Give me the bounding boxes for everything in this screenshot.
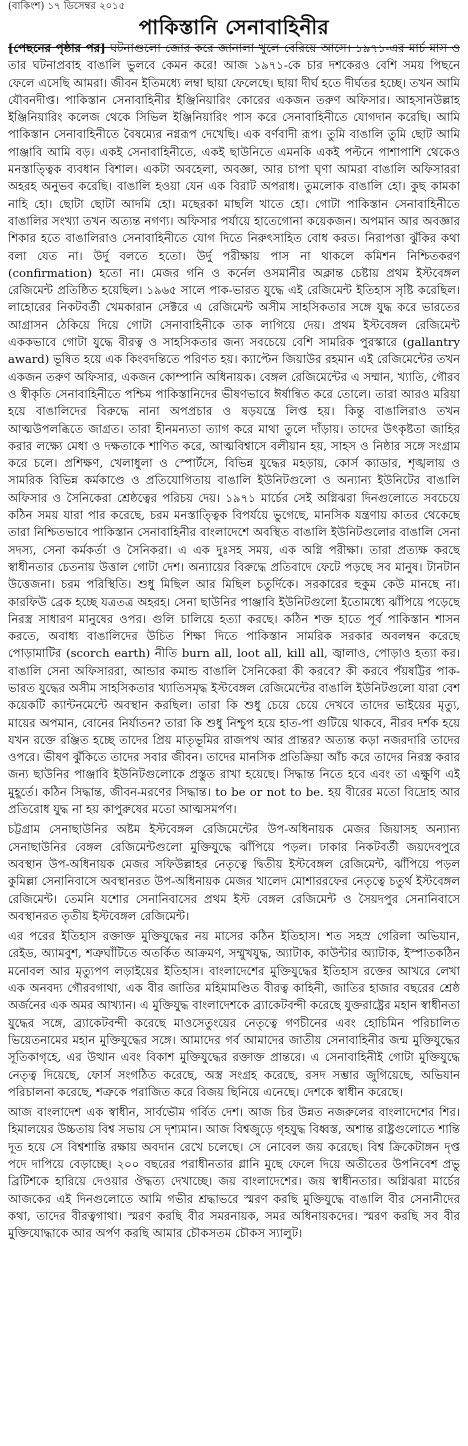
article-paragraph-2: চট্টগ্রাম সেনাছাউনির অষ্টম ইস্টবেঙ্গল রেজিমেন্টের উপ-অধিনায়ক মেজর জিয়াসহ অন্যান্য সেনাছাউনির বেঙ্গল রেজিমেন্টগুলো মুক্তিযুদ্ধে ঝাঁপিয়ে পড়ল। ঢাকার নিকটবর্তী জয়দেবপুরে অবস্থান উপ-অধিনায়ক মেজর সফিউল্লাহর নেতৃত্বে দ্বিতীয় ইস্টবেঙ্গল রেজিমেন্ট, ঝাঁপিয়ে পড়ল কুমিল্লা সেনানিবাসে অবস্থানরত উপ-অধিনায়ক মেজর খালেদ মোশাররফের নেতৃত্বে চতুর্থ ইস্টবেঙ্গল রেজিমেন্ট। তেমনি যশোর সেনানিবাসের প্রথম ইস্ট বেঙ্গল রেজিমেন্ট ও সৈয়দপুর সেনানিবাসে অবস্থানরত তৃতীয় ইস্টবেঙ্গল রেজিমেন্ট। (8, 822, 460, 923)
header-strip: (বাকিংশ) ১৭ ডিসেম্বর ২০১৫ (8, 1, 126, 12)
headline: পাকিস্তানি সেনাবাহিনীর (138, 15, 330, 39)
article-paragraph-1 (8, 40, 460, 818)
article-body (8, 40, 460, 1440)
paragraph-text: ঘটনাগুলো জোর করে জানালা খুলে বেরিয়ে আসে। ১৯৭১-এর মার্চ মাস ও তার ঘটনাপ্রবাহ বাঙালি ভুলবে কেমন করে! আজ ১৯৭১-কে চার দশকেরও বেশি সময় পিছনে ফেলে এসেছি আমরা। জীবন ইতিমধ্যে লম্বা ছায়া ফেলেছে। ছায়া দীর্ঘ হতে দীর্ঘতর হচ্ছে। তখন আমি যৌবনদীপ্ত। পাকিস্তান সেনাবাহিনীর ইঞ্জিনিয়ারিং কোরের একজন তরুণ অফিসার। আহসানউল্লাহ ইঞ্জিনিয়ারিং কলেজ থেকে সিভিল ইঞ্জিনিয়ারিং পাস করে সেনাবাহিনীতে যোগদান করেছি। আমি পাকিস্তান সেনাবাহিনীতে বৈষম্যের নগ্নরূপ দেখেছি। এক বর্ণবাদী রূপ। তুমি বাঙালি তুমি ছোট আমি পাঞ্জাবি আমি বড়। একই সেনাবাহিনীতে, একই ছাউনিতে এমনকি একই পল্টনে পাশাপাশি থেকেও মনস্তাত্ত্বিক ব্যবধান বিশাল। একটা অবহেলা, অবজ্ঞা, আর চাপা ঘৃণা আমরা বাঙালি অফিসাররা অহরহ অনুভব করেছি। বাঙালি হওয়া যেন এক বিরাট অপরাধ। তুমলোক বাঙালি হো। কুছ কামকা নাহি হো। ছোটা ছোটা আদমি হো। মছেরকা মাছলি খাতে হো। গোটা পাকিস্তান সেনাবাহিনীতে বাঙালির সংখ্যা তখন অত্যন্ত নগণ্য। অফিসার পর্যায়ে হাতেগোনা কয়েকজন। অপমান আর অবজ্ঞার শিকার হতে বাঙালিরাও সেনাবাহিনীতে যোগ দিতে নিরুৎসাহিত বোধ করত। নিরাপত্তা ঝুঁকির কথা বলা যেত না। উর্দু বলতে হতো। উর্দু পরীক্ষায় পাস না থাকলে কমিশন নিশ্চিতকরণ (confirmation) হতো না। মেজর গনি ও কর্নেল ওসমানীর অক্লান্ত চেষ্টায় প্রথম ইস্টবেঙ্গল রেজিমেন্ট প্রতিষ্ঠিত হয়েছিল। ১৯৬৫ সালে পাক-ভারত যুদ্ধে এই রেজিমেন্ট ইতিহাস সৃষ্টি করেছিল। লাহোরের নিকটবর্তী খেমকারান সেক্টরে এ রেজিমেন্ট অসীম সাহসিকতার সঙ্গে যুদ্ধ করে ভারতের আগ্রাসন ঠেকিয়ে দিয়ে গোটা সেনাবাহিনীকে তাক লাগিয়ে দেয়। প্রথম ইস্টবেঙ্গল রেজিমেন্ট এককভাবে গোটা যুদ্ধে বীরত্ব ও সাহসিকতার জন্য সবচেয়ে বেশি সামরিক পুরস্কারে (gallantry award) ভূষিত হয়ে এক কিংবদন্তিতে পরিণত হয়। ক্যাপ্টেন জিয়াউর রহমান এই রেজিমেন্টের তখন একজন তরুণ অফিসার, একজন কোম্পানি অধিনায়ক। বেঙ্গল রেজিমেন্টের এ সম্মান, খ্যাতি, গৌরব ও স্বীকৃতি সেনাবাহিনীতে পশ্চিম পাকিস্তানিদের ভীষণভাবে ঈর্ষান্বিত করে তোলে। তারা আরও মরিয়া হয়ে বাঙালিদের বিরুদ্ধে নানা অপপ্রচার ও ষড়যন্ত্রে লিপ্ত হয়। কিন্তু বাঙালিরাও তখন আত্মউপলব্ধিতে জাগ্রত। তারা হীনমন্যতা ত্যাগ করে মাথা তুলে দাঁড়ায়। তাদের উৎকৃষ্টতা জাহির করার লক্ষ্যে মেধা ও দক্ষতাকে শাণিত করে, আত্মবিশ্বাসে বলীয়ান হয়, সাহস ও নিষ্ঠার সঙ্গে সংগ্রাম করে চলে। প্রশিক্ষণ, খেলাধুলা ও স্পোর্টসে, বিভিন্ন যুদ্ধের মহড়ায়, কোর্স ক্যাডার, শৃঙ্খলায় ও সামরিক বিভিন্ন কর্মকাণ্ডে ও প্রতিযোগিতায় বাঙালি ইউনিটগুলো ও অন্যান্য ইউনিটের বাঙালি অফিসার ও সৈনিকেরা শ্রেষ্ঠত্বের পরিচয় দেয়। ১৯৭১ মার্চের সেই অগ্নিঝরা দিনগুলোতে সবচেয়ে কঠিন সময় যারা পার করেছে, চরম মনস্তাত্ত্বিক বিপর্যয়ে ভুগেছে, মানসিক যন্ত্রণায় কাতর থেকেছে তারা নিশ্চিতভাবে পাকিস্তান সেনাবাহিনীর বাংলাদেশে অবস্থিত বাঙালি ইউনিটগুলোর বাঙালি সেনা সদস্য, সেনা কর্মকর্তা ও সৈনিকরা। এ এক দুঃসহ সময়, এক অগ্নি পরীক্ষা। তারা প্রত্যক্ষ করছে স্বাধীনতার চেতনায় উত্তাল গোটা দেশ। অন্যায়ের বিরুদ্ধে প্রতিবাদে ফেটে পড়ছে সব মানুষ। টানটান উত্তেজনা। চরম পরিস্থিতি। শুধু মিছিল আর মিছিল চতুর্দিকে। সরকারের হুকুম কেউ মানছে না। কারফিউ ব্রেক হচ্ছে যত্রতত্র অহরহ। সেনা ছাউনির পাঞ্জাবি ইউনিটগুলো ইতোমধ্যে ঝাঁপিয়ে পড়েছে নিরস্ত্র সাধারণ মানুষের ওপর। গুলি চালিয়ে হত্যা করছে। কঠিন শক্ত হাতে পূর্ব পাকিস্তান শাসন করতে, অবাধ্য বাঙালিদের উচিত শিক্ষা দিতে পাকিস্তান সামরিক সরকার অবলম্বন করেছে পোড়ামাটির (scorch earth) নীতি burn all, loot all, kill all, জ্বালাও, পোড়াও হত্যা কর। বাঙালি সেনা অফিসাররা, আন্ডার কমান্ড বাঙালি সৈনিকেরা কী করবে? কী করবে পঁয়ষট্টির পাক-ভারত যুদ্ধের অসীম সাহসিকতার খ্যাতিসমৃদ্ধ ইস্টবেঙ্গল রেজিমেন্টের বাঙালি ইউনিটগুলো যারা বেশ কয়েকটি ক্যান্টনমেন্টে অবস্থান করছিল। তারা কি শুধু চেয়ে চেয়ে দেখবে তাদের ভাইয়ের মৃত্যু, মায়ের অপমান, বোনের নির্যাতন? তারা কি শুধু নিশ্চুপ হয়ে হাত-পা গুটিয়ে থাকবে, নীরব দর্শক হয়ে যখন রক্তে রঞ্জিত হচ্ছে তাদের প্রিয় মাতৃভূমির রাজপথ আর প্রান্তর? অত্যন্ত কড়া নজরদারি তাদের ওপরে। ভীষণ ঝুঁকিতে তাদের সবার জীবন। তাদের মানসিক প্রতিক্রিয়া আঁচ করে তাদের নিরস্ত্র করার জন্য ছাউনির পাঞ্জাবি ইউনিটগুলোকে প্রস্তুত রাখা হয়েছে। সিদ্ধান্ত নিতে হবে এবং তা এক্ষুণি এই মুহূর্তে। কঠিন সিদ্ধান্ত, জীবন-মরণের সিদ্ধান্ত। to be or not to be. হয় বীরের মতো বিদ্রোহ আর প্রতিরোধ যুদ্ধ না হয় কাপুরুষের মতো আত্মসমর্পণ। (8, 41, 460, 817)
article-paragraph-3: এর পরের ইতিহাস রক্তাক্ত মুক্তিযুদ্ধের নয় মাসের কঠিন ইতিহাস। শত সহস্র গেরিলা অভিযান, রেইড, অ্যামবুশ, শত্রুঘাঁটিতে অতর্কিত আক্রমণ, সম্মুখযুদ্ধ, অ্যাটাক, কাউন্টার অ্যাটাক, ইস্পাতকঠিন মনোবল আর মৃত্যুপণ লড়াইয়ের ইতিহাস। বাংলাদেশের মুক্তিযুদ্ধের ইতিহাস রক্তের আখরে লেখা এক অনবদ্য গৌরবগাথা, এক বীর জাতির মহিমামণ্ডিত বীরত্ব কাহিনী, জাতির হাজার বছরের শ্রেষ্ঠ অর্জনের এক অমর আখ্যান। এ মুক্তিযুদ্ধ বাংলাদেশকে ব্র্যাকেটবন্দী করেছে যুক্তরাষ্ট্রের মহান স্বাধীনতা যুদ্ধের সঙ্গে, ব্র্যাকেটবন্দী করেছে মাওসেতুংয়ের নেতৃত্বে গণচীনের এবং হোচিমিন পরিচালিত ভিয়েতনামের মহান মুক্তিযুদ্ধের সঙ্গে। আমাদের গর্ব আমাদের জাতীয় সেনাবাহিনীর জন্ম মুক্তিযুদ্ধের সূতিকাগৃহে, এর উত্থান এবং বিকাশ মুক্তিযুদ্ধের রক্তাক্ত প্রান্তরে। এ সেনাবাহিনীই গোটা মুক্তিযুদ্ধে নেতৃত্ব দিয়েছে, ফোর্স সংগঠিত করেছে, অস্ত্র সংগ্রহ করেছে, রসদ সম্ভার জুগিয়েছে, অভিযান পরিচালনা করেছে, শত্রুকে পরাজিত করে বিজয় ছিনিয়ে এনেছে। দেশকে স্বাধীন করেছে। (8, 929, 460, 1099)
continuation-marker: [পেছনের পৃষ্ঠার পর] (8, 41, 106, 55)
article-paragraph-4: আজ বাংলাদেশ এক স্বাধীন, সার্বভৌম গর্বিত দেশ। আজ চির উন্নত নজরুলের বাংলাদেশের শির। হিমালয়ের উচ্চতায় বিশ্ব সভায় সে দৃশ্যমান। আজ বিশ্বজুড়ে গৃহযুদ্ধ বিধ্বস্ত, অশান্ত রাষ্ট্রগুলোতে শান্তি দূত হয়ে সে বিশ্বশান্তি রক্ষায় অবদান রেখে চলেছে। সে নোবেল জয় করেছে। বিশ্ব ক্রিকেটাঙ্গন দৃপ্ত পদে দাপিয়ে বেড়াচ্ছে। ২০০ বছরের পরাধীনতার গ্লানি মুছে ফেলে দিয়ে অতীতের উপনিবেশ প্রভু ব্রিটিশকে হারিয়ে দেওয়ার ঔদ্ধত্য দেখাচ্ছে। জয় বাংলাদেশের। জয় স্বাধীনতার। অগ্নিঝরা মার্চের আজকের এই দিনগুলোতে আমি গভীর শ্রদ্ধাভরে স্মরণ করছি মুক্তিযুদ্ধে বাঙালি বীর সেনানীদের কথা, তাদের বীরত্বগাথা। স্মরণ করছি বীর সমরনায়ক, সমর অধিনায়কদের। স্মরণ করছি সব বীর মুক্তিযোদ্ধাকে আর অর্পণ করছি আমার চৌকসতম চৌকস স্যালুট। (8, 1105, 460, 1241)
